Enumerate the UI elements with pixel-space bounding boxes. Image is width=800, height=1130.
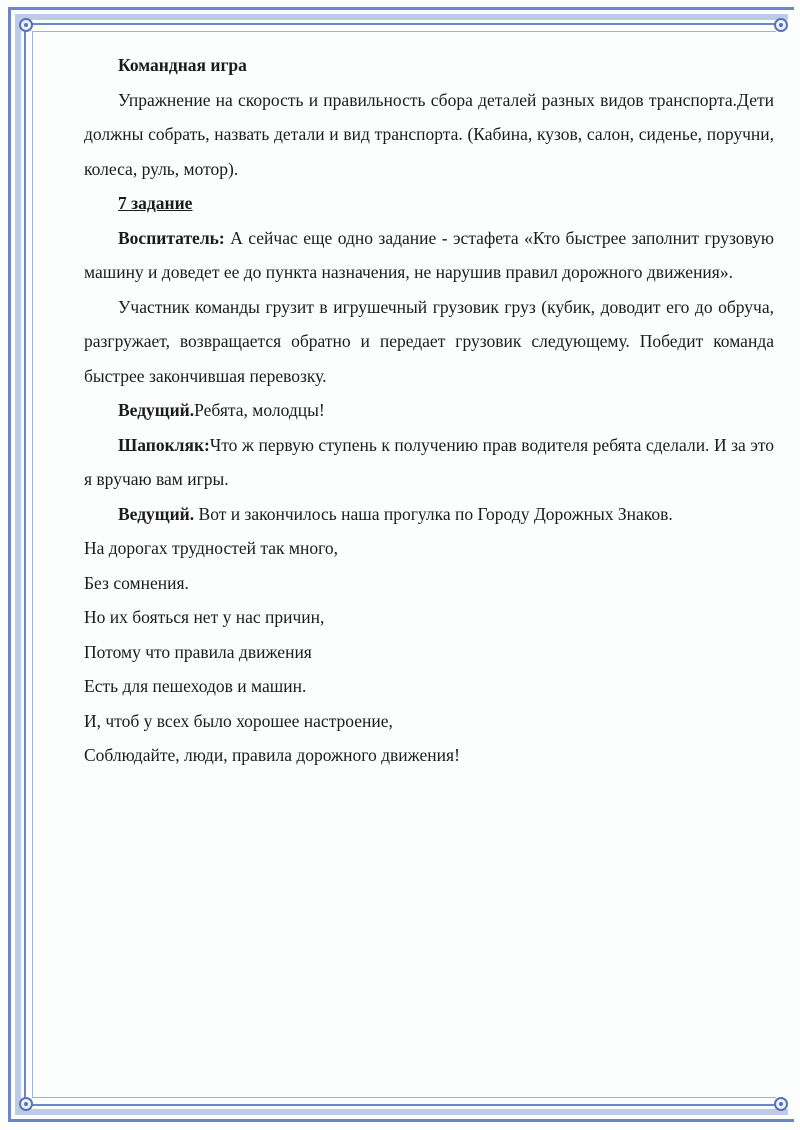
speaker-text: Вот и закончилось наша прогулка по Городу Дорожных Знаков. bbox=[194, 503, 673, 524]
corner-ring-icon bbox=[19, 1097, 33, 1111]
poem-line: Соблюдайте, люди, правила дорожного движения! bbox=[84, 745, 460, 765]
speaker-label: Воспитатель: bbox=[118, 227, 225, 248]
paragraph-participant: Участник команды грузит в игрушечный грузовик груз (кубик, доводит его до обруча, разгружает, возвращается обратно и передает грузовик следующему. Победит команда быстрее закончившая перевозку. bbox=[84, 296, 774, 386]
paragraph-team-game: Упражнение на скорость и правильность сбора деталей разных видов транспорта.Дети должны собрать, назвать детали и вид транспорта. (Кабина, кузов, салон, сиденье, поручни, колеса, руль, мотор). bbox=[84, 89, 774, 179]
document-body bbox=[84, 48, 774, 773]
paragraph-shapoklyak bbox=[84, 428, 774, 497]
paragraph-host-1 bbox=[84, 393, 774, 428]
speaker-text: А сейчас еще одно задание - эстафета «Кто быстрее заполнит грузовую машину и доведет ее до пункта назначения, не нарушив правил дорожного движения». bbox=[84, 227, 774, 282]
speaker-label: Ведущий. bbox=[118, 503, 195, 524]
poem-line: На дорогах трудностей так много, bbox=[84, 538, 338, 558]
poem-line: Но их бояться нет у нас причин, bbox=[84, 607, 325, 627]
corner-ring-icon bbox=[774, 18, 788, 32]
poem-line: Есть для пешеходов и машин. bbox=[84, 676, 307, 696]
heading-task-7: 7 задание bbox=[118, 193, 193, 213]
poem-line: Потому что правила движения bbox=[84, 641, 312, 662]
corner-ring-icon bbox=[19, 18, 33, 32]
speaker-text: Ребята, молодцы! bbox=[194, 400, 325, 420]
paragraph-host-2 bbox=[84, 497, 774, 532]
speaker-label: Шапокляк: bbox=[118, 434, 210, 455]
heading-team-game: Командная игра bbox=[118, 55, 247, 75]
poem-line: И, чтоб у всех было хорошее настроение, bbox=[84, 710, 393, 731]
poem-line: Без сомнения. bbox=[84, 572, 189, 593]
corner-ring-icon bbox=[774, 1097, 788, 1111]
speaker-label: Ведущий. bbox=[118, 400, 195, 420]
speaker-text: Что ж первую ступень к получению прав водителя ребята сделали. И за это я вручаю вам игры. bbox=[84, 434, 774, 489]
paragraph-educator bbox=[84, 221, 774, 290]
